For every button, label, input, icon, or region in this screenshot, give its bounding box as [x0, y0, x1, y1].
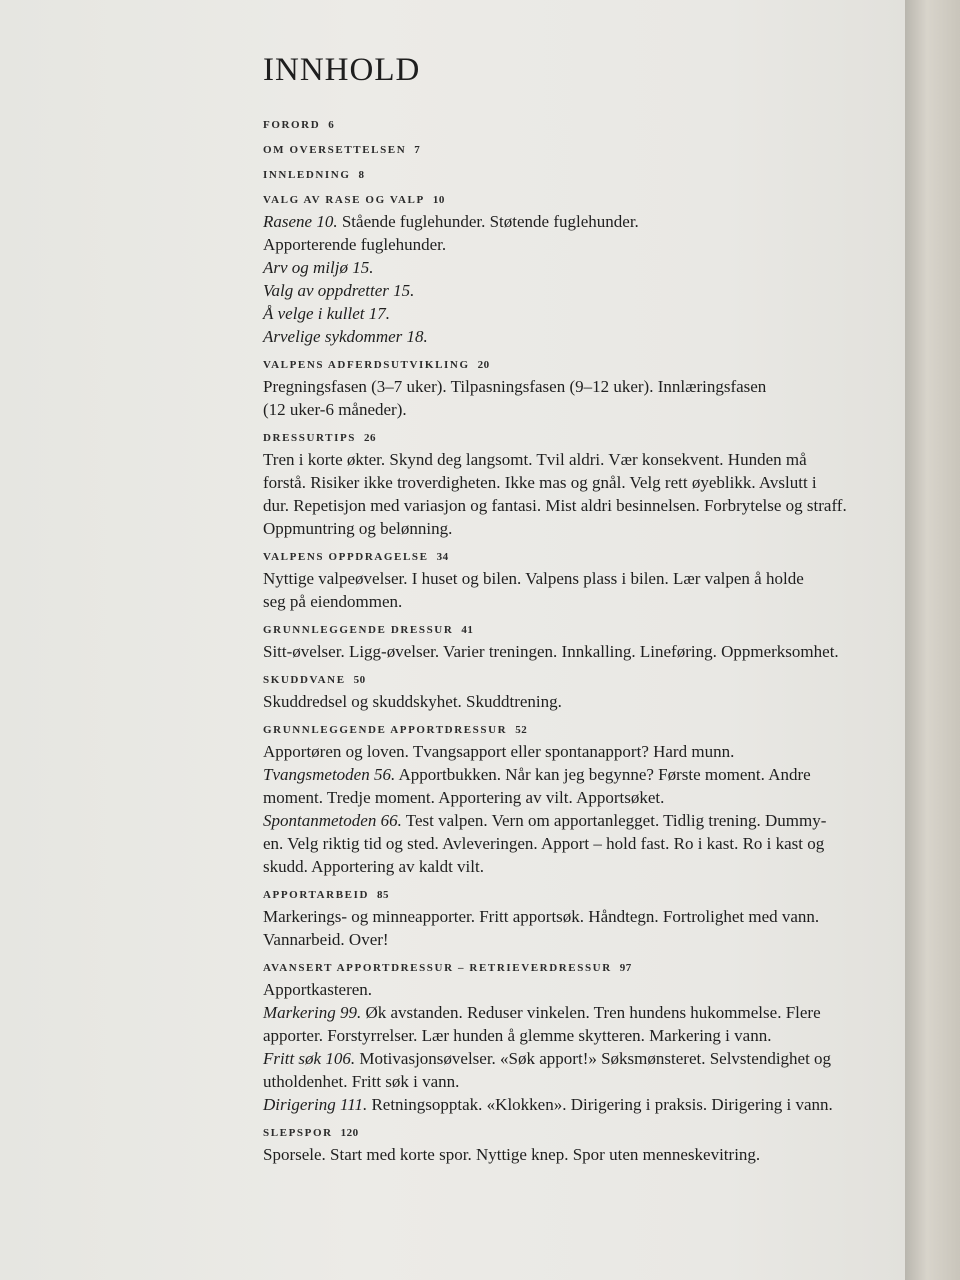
entry-subheading: Tvangsmetoden 56.: [263, 765, 396, 784]
toc-section: [263, 357, 888, 421]
entry-subheading: Spontanmetoden 66.: [263, 811, 402, 830]
toc-section: [263, 117, 888, 133]
toc-entry-line: [263, 855, 888, 878]
section-heading: [263, 549, 888, 565]
section-heading: [263, 142, 888, 158]
toc-entry-line: [263, 740, 888, 763]
section-heading-text: SLEPSPOR: [263, 1127, 333, 1139]
toc-entry-line: [263, 763, 888, 786]
section-heading: [263, 1125, 888, 1141]
toc-entry-line: [263, 398, 888, 421]
toc-entry-line: [263, 1024, 888, 1047]
toc-entry-line: [263, 375, 888, 398]
toc-entry-line: [263, 233, 888, 256]
section-page-number: 20: [477, 359, 490, 371]
toc-entry-line: [263, 809, 888, 832]
section-heading: [263, 357, 888, 373]
section-heading-text: GRUNNLEGGENDE APPORTDRESSUR: [263, 724, 508, 736]
toc-section: [263, 672, 888, 713]
toc-section: [263, 960, 888, 1116]
toc-entry-line: [263, 905, 888, 928]
entry-subheading: Dirigering 111.: [263, 1095, 368, 1114]
entry-subheading: Markering 99.: [263, 1003, 362, 1022]
section-page-number: 26: [364, 432, 377, 444]
toc-section: [263, 430, 888, 540]
toc-entry-line: [263, 279, 888, 302]
toc-entry-line: [263, 786, 888, 809]
toc-entry-line: [263, 567, 888, 590]
section-page-number: 41: [461, 624, 474, 636]
toc-entry-line: [263, 302, 888, 325]
toc-entry-line: [263, 832, 888, 855]
toc-section: [263, 1125, 888, 1166]
entry-text: apporter. Forstyrrelser. Lær hunden å glemme skytteren. Markering i vann.: [263, 1026, 772, 1045]
entry-text: Markerings- og minneapporter. Fritt apportsøk. Håndtegn. Fortrolighet med vann.: [263, 907, 820, 926]
section-heading: [263, 960, 888, 976]
table-of-contents: [263, 52, 888, 1175]
entry-text: Øk avstanden. Reduser vinkelen. Tren hundens hukommelse. Flere: [361, 1003, 821, 1022]
section-page-number: 10: [432, 194, 445, 206]
entry-text: Stående fuglehunder. Støtende fuglehunder.: [337, 212, 639, 231]
entry-text: Sitt-øvelser. Ligg-øvelser. Varier treningen. Innkalling. Lineføring. Oppmerksomhet.: [263, 642, 839, 661]
toc-entry-line: [263, 590, 888, 613]
entry-subheading: Arvelige sykdommer 18.: [263, 327, 428, 346]
entry-subheading: Arv og miljø 15.: [263, 258, 374, 277]
entry-text: Oppmuntring og belønning.: [263, 519, 453, 538]
section-page-number: 6: [328, 119, 335, 131]
entry-text: utholdenhet. Fritt søk i vann.: [263, 1072, 460, 1091]
entry-text: Apporterende fuglehunder.: [263, 235, 447, 254]
entry-text: Apportkasteren.: [263, 980, 373, 999]
section-page-number: 50: [353, 674, 366, 686]
section-heading-text: VALPENS OPPDRAGELSE: [263, 551, 429, 563]
toc-entry-line: [263, 1093, 888, 1116]
section-heading: [263, 167, 888, 183]
toc-section: [263, 722, 888, 878]
section-page-number: 8: [358, 169, 365, 181]
section-heading: [263, 722, 888, 738]
toc-entry-line: [263, 1143, 888, 1166]
entry-text: skudd. Apportering av kaldt vilt.: [263, 857, 484, 876]
section-heading-text: VALPENS ADFERDSUTVIKLING: [263, 359, 470, 371]
section-heading-text: FORORD: [263, 119, 321, 131]
entry-subheading: Fritt søk 106.: [263, 1049, 356, 1068]
entry-text: Tren i korte økter. Skynd deg langsomt. Tvil aldri. Vær konsekvent. Hunden må: [263, 450, 807, 469]
section-heading-text: APPORTARBEID: [263, 889, 370, 901]
entry-text: Skuddredsel og skuddskyhet. Skuddtrening.: [263, 692, 562, 711]
toc-section: [263, 887, 888, 951]
entry-text: Vannarbeid. Over!: [263, 930, 389, 949]
entry-text: Sporsele. Start med korte spor. Nyttige knep. Spor uten menneskevitring.: [263, 1145, 761, 1164]
section-heading: [263, 430, 888, 446]
toc-section: [263, 192, 888, 348]
toc-section: [263, 167, 888, 183]
section-heading-text: DRESSURTIPS: [263, 432, 357, 444]
section-page-number: 85: [377, 889, 390, 901]
page-title: INNHOLD: [263, 52, 421, 88]
entry-subheading: Å velge i kullet 17.: [263, 304, 390, 323]
toc-entry-line: [263, 448, 888, 471]
entry-text: dur. Repetisjon med variasjon og fantasi. Mist aldri besinnelsen. Forbrytelse og straff.: [263, 496, 847, 515]
entry-text: en. Velg riktig tid og sted. Avleveringen. Apport – hold fast. Ro i kast. Ro i kast og: [263, 834, 825, 853]
entry-text: Apportbukken. Når kan jeg begynne? Første moment. Andre: [395, 765, 811, 784]
toc-entry-line: [263, 471, 888, 494]
entry-subheading: Valg av oppdretter 15.: [263, 281, 415, 300]
section-heading-text: INNLEDNING: [263, 169, 351, 181]
toc-section: [263, 622, 888, 663]
section-heading: [263, 622, 888, 638]
toc-entry-line: [263, 256, 888, 279]
toc-section: [263, 142, 888, 158]
section-page-number: 120: [340, 1127, 359, 1139]
toc-entry-line: [263, 640, 888, 663]
section-heading: [263, 192, 888, 208]
toc-entry-line: [263, 1047, 888, 1070]
toc-sections: [263, 117, 888, 1166]
section-heading-text: AVANSERT APPORTDRESSUR – RETRIEVERDRESSUR: [263, 962, 612, 974]
toc-entry-line: [263, 690, 888, 713]
toc-entry-line: [263, 494, 888, 517]
entry-text: Test valpen. Vern om apportanlegget. Tidlig trening. Dummy-: [401, 811, 827, 830]
section-page-number: 97: [619, 962, 632, 974]
toc-entry-line: [263, 1070, 888, 1093]
toc-entry-line: [263, 210, 888, 233]
entry-text: (12 uker-6 måneder).: [263, 400, 407, 419]
section-heading-text: GRUNNLEGGENDE DRESSUR: [263, 624, 454, 636]
section-heading: [263, 887, 888, 903]
section-heading: [263, 117, 888, 133]
toc-section: [263, 549, 888, 613]
entry-text: Apportøren og loven. Tvangsapport eller spontanapport? Hard munn.: [263, 742, 735, 761]
entry-subheading: Rasene 10.: [263, 212, 338, 231]
entry-text: Pregningsfasen (3–7 uker). Tilpasningsfasen (9–12 uker). Innlæringsfasen: [263, 377, 767, 396]
book-page-edge: [905, 0, 960, 1280]
section-heading: [263, 672, 888, 688]
toc-entry-line: [263, 1001, 888, 1024]
section-heading-text: OM OVERSETTELSEN: [263, 144, 407, 156]
entry-text: Motivasjonsøvelser. «Søk apport!» Søksmønsteret. Selvstendighet og: [355, 1049, 832, 1068]
toc-entry-line: [263, 325, 888, 348]
toc-entry-line: [263, 978, 888, 1001]
entry-text: forstå. Risiker ikke troverdigheten. Ikke mas og gnål. Velg rett øyeblikk. Avslutt i: [263, 473, 817, 492]
section-heading-text: SKUDDVANE: [263, 674, 346, 686]
section-page-number: 52: [515, 724, 528, 736]
section-page-number: 7: [414, 144, 421, 156]
toc-entry-line: [263, 517, 888, 540]
entry-text: Retningsopptak. «Klokken». Dirigering i praksis. Dirigering i vann.: [367, 1095, 833, 1114]
entry-text: Nyttige valpeøvelser. I huset og bilen. Valpens plass i bilen. Lær valpen å holde: [263, 569, 804, 588]
toc-entry-line: [263, 928, 888, 951]
entry-text: moment. Tredje moment. Apportering av vilt. Apportsøket.: [263, 788, 665, 807]
entry-text: seg på eiendommen.: [263, 592, 403, 611]
section-page-number: 34: [436, 551, 449, 563]
section-heading-text: VALG AV RASE OG VALP: [263, 194, 425, 206]
